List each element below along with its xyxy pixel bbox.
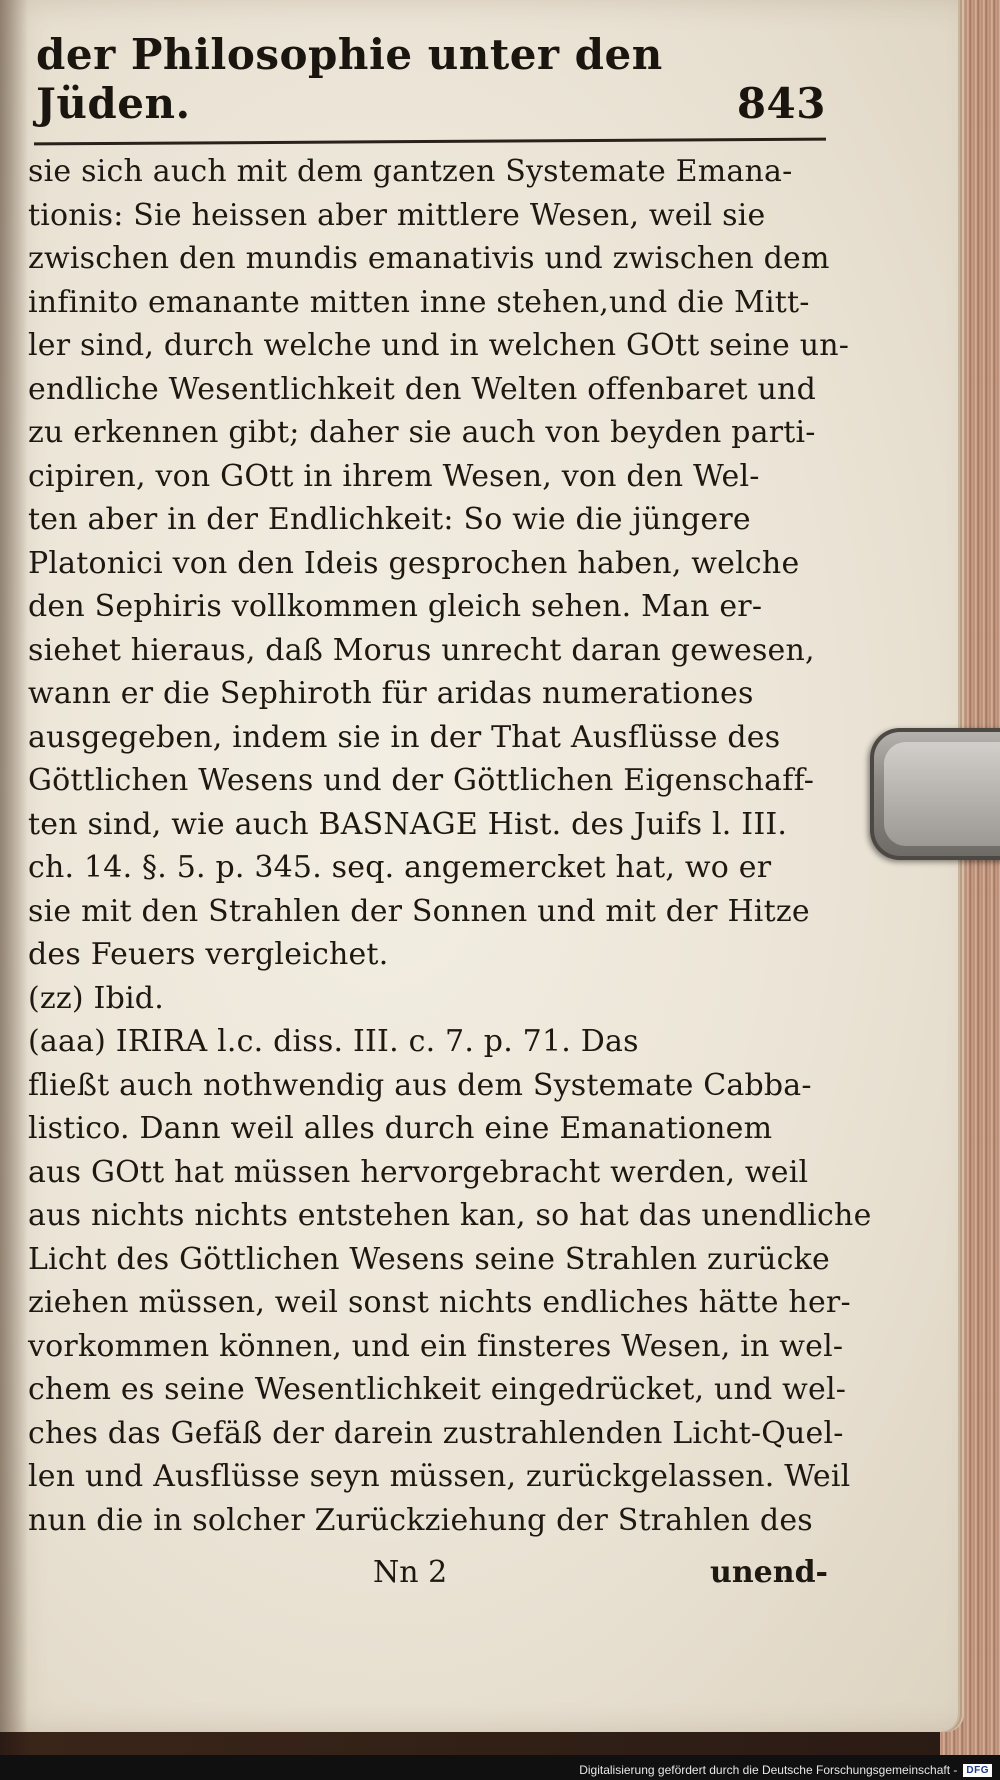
text-line: chem es seine Wesentlichkeit eingedrücket, und wel- [28, 1372, 847, 1407]
text-line: den Sephiris vollkommen gleich sehen. Man er- [28, 589, 763, 624]
text-line: zu erkennen gibt; daher sie auch von beyden parti- [28, 415, 816, 450]
text-line: cipiren, von GOtt in ihrem Wesen, von den Wel- [28, 458, 760, 494]
credit-text: Digitalisierung gefördert durch die Deutsche Forschungsgemeinschaft - [579, 1763, 958, 1777]
text-line: zwischen den mundis emanativis und zwischen dem [28, 241, 830, 276]
catchword: unend- [710, 1555, 828, 1590]
book-clasp [870, 728, 1000, 860]
text-line: listico. Dann weil alles durch eine Emanationem [28, 1111, 773, 1146]
text-block [28, 150, 872, 1542]
text-line: ler sind, durch welche und in welchen GOtt seine un- [28, 328, 850, 363]
text-line: wann er die Sephiroth für aridas numerationes [28, 676, 754, 711]
running-head [36, 30, 826, 128]
footnote-line: (zz) Ibid. [28, 980, 164, 1016]
credit [579, 1763, 992, 1777]
text-line: nun die in solcher Zurückziehung der Strahlen des [28, 1502, 813, 1538]
text-line: Göttlichen Wesens und der Göttlichen Eigenschaff- [28, 763, 815, 798]
text-line: aus nichts nichts entstehen kan, so hat das unendliche [28, 1198, 872, 1233]
text-line: ches das Gefäß der darein zustrahlenden Licht-Quel- [28, 1415, 844, 1451]
text-line: sie sich auch mit dem gantzen Systemate Emana- [28, 154, 793, 189]
text-line: fließt auch nothwendig aus dem Systemate Cabba- [28, 1067, 812, 1103]
text-line: ausgegeben, indem sie in der That Ausflüsse des [28, 719, 781, 755]
text-line: len und Ausflüsse seyn müssen, zurückgelassen. Weil [28, 1459, 851, 1494]
binding-shadow [0, 0, 28, 1732]
text-line: Licht des Göttlichen Wesens seine Strahlen zurücke [28, 1241, 830, 1277]
text-line: ch. 14. §. 5. p. 345. seq. angemercket hat, wo er [28, 850, 772, 885]
signature-mark: Nn 2 [373, 1555, 448, 1590]
text-line: ten aber in der Endlichkeit: So wie die jüngere [28, 502, 751, 537]
dfg-logo: DFG [963, 1764, 992, 1777]
text-line: tionis: Sie heissen aber mittlere Wesen, weil sie [28, 197, 766, 233]
text-line: Platonici von den Ideis gesprochen haben, welche [28, 545, 800, 581]
text-line: des Feuers vergleichet. [28, 937, 389, 972]
footnote-line: (aaa) IRIRA l.c. diss. III. c. 7. p. 71. Das [28, 1024, 639, 1059]
text-line: ziehen müssen, weil sonst nichts endliches hätte her- [28, 1285, 851, 1320]
text-line: sie mit den Strahlen der Sonnen und mit der Hitze [28, 893, 810, 929]
text-line: aus GOtt hat müssen hervorgebracht werden, weil [28, 1154, 809, 1190]
text-line: ten sind, wie auch BASNAGE Hist. des Juifs l. III. [28, 806, 788, 842]
credit-bar [0, 1755, 1000, 1780]
text-line: infinito emanante mitten inne stehen,und die Mitt- [28, 284, 810, 320]
page-footer [28, 1555, 828, 1603]
text-line: endliche Wesentlichkeit den Welten offenbaret und [28, 371, 816, 407]
running-head-title: der Philosophie unter den Jüden. [36, 30, 663, 128]
head-rule [34, 138, 826, 146]
page-number: 843 [736, 79, 826, 128]
text-line: vorkommen können, und ein finsteres Wesen, in wel- [28, 1328, 844, 1364]
text-line: siehet hieraus, daß Morus unrecht daran gewesen, [28, 632, 815, 668]
